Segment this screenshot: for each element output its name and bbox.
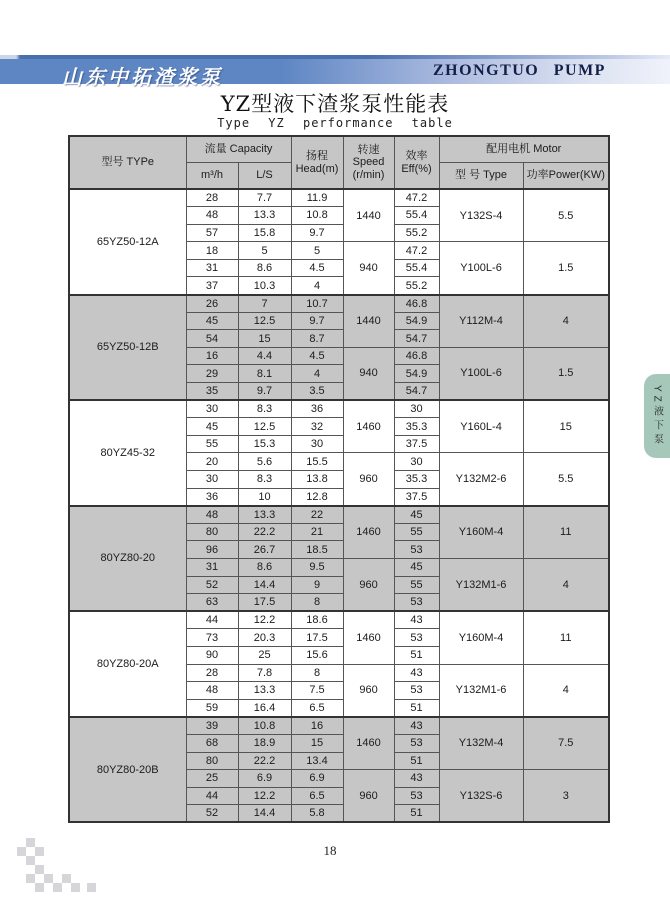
cell-flow-m3h: 36: [186, 488, 238, 506]
cell-head: 8: [291, 664, 343, 682]
cell-head: 16: [291, 717, 343, 735]
cell-flow-ls: 22.2: [238, 752, 291, 770]
cell-eff: 45: [394, 558, 439, 576]
cell-head: 4.5: [291, 259, 343, 277]
header-speed-cn: 转速Speed: [352, 143, 385, 169]
cell-eff: 45: [394, 506, 439, 524]
cell-flow-ls: 13.3: [238, 682, 291, 700]
cell-speed: 940: [343, 242, 394, 295]
cell-flow-ls: 12.5: [238, 418, 291, 436]
cell-head: 6.9: [291, 770, 343, 788]
cell-head: 4: [291, 365, 343, 383]
cell-head: 4.5: [291, 347, 343, 365]
cell-flow-ls: 5: [238, 242, 291, 260]
header-capacity-m3h: m³/h: [186, 163, 238, 190]
cell-motor-type: Y132M1-6: [439, 664, 523, 717]
cell-speed: 1440: [343, 189, 394, 242]
cell-flow-ls: 4.4: [238, 347, 291, 365]
cell-eff: 43: [394, 611, 439, 629]
header-speed-en: (r/min): [352, 168, 385, 181]
cell-eff: 54.7: [394, 383, 439, 401]
cell-flow-ls: 5.6: [238, 453, 291, 471]
cell-flow-ls: 14.4: [238, 576, 291, 594]
cell-motor-type: Y160M-4: [439, 611, 523, 664]
cell-eff: 53: [394, 734, 439, 752]
cell-eff: 54.9: [394, 365, 439, 383]
cell-flow-m3h: 29: [186, 365, 238, 383]
cell-motor-type: Y160M-4: [439, 506, 523, 559]
cell-eff: 47.2: [394, 189, 439, 207]
cell-head: 6.5: [291, 699, 343, 717]
cell-speed: 960: [343, 664, 394, 717]
cell-flow-m3h: 39: [186, 717, 238, 735]
cell-eff: 51: [394, 805, 439, 823]
cell-eff: 53: [394, 682, 439, 700]
cell-flow-m3h: 37: [186, 277, 238, 295]
header-head-cn: 扬程: [306, 149, 329, 162]
table-header: [69, 136, 609, 189]
cell-flow-m3h: 63: [186, 594, 238, 612]
cell-flow-ls: 26.7: [238, 541, 291, 559]
cell-flow-m3h: 25: [186, 770, 238, 788]
cell-flow-ls: 8.3: [238, 471, 291, 489]
cell-flow-ls: 12.2: [238, 787, 291, 805]
cell-eff: 30: [394, 400, 439, 418]
cell-flow-m3h: 68: [186, 734, 238, 752]
cell-head: 3.5: [291, 383, 343, 401]
cell-motor-power: 4: [523, 295, 609, 348]
cell-eff: 53: [394, 541, 439, 559]
cell-head: 36: [291, 400, 343, 418]
cell-flow-ls: 15.3: [238, 435, 291, 453]
header-speed: [343, 136, 394, 189]
cell-flow-ls: 10.3: [238, 277, 291, 295]
cell-flow-ls: 10: [238, 488, 291, 506]
cell-head: 18.6: [291, 611, 343, 629]
cell-flow-ls: 14.4: [238, 805, 291, 823]
cell-head: 8: [291, 594, 343, 612]
cell-flow-m3h: 20: [186, 453, 238, 471]
cell-flow-m3h: 59: [186, 699, 238, 717]
cell-flow-m3h: 57: [186, 224, 238, 242]
table-row: [69, 611, 609, 629]
cell-flow-m3h: 80: [186, 752, 238, 770]
cell-speed: 960: [343, 558, 394, 611]
cell-head: 9.7: [291, 224, 343, 242]
cell-head: 9: [291, 576, 343, 594]
cell-eff: 37.5: [394, 435, 439, 453]
cell-flow-m3h: 52: [186, 576, 238, 594]
cell-eff: 43: [394, 664, 439, 682]
cell-speed: 1460: [343, 717, 394, 770]
cell-head: 32: [291, 418, 343, 436]
cell-flow-m3h: 35: [186, 383, 238, 401]
cell-speed: 960: [343, 770, 394, 823]
cell-flow-m3h: 96: [186, 541, 238, 559]
cell-model: 80YZ45-32: [69, 400, 186, 506]
cell-eff: 35.3: [394, 418, 439, 436]
cell-motor-power: 7.5: [523, 717, 609, 770]
cell-flow-ls: 8.1: [238, 365, 291, 383]
cell-flow-m3h: 45: [186, 418, 238, 436]
header-capacity-ls: L/S: [238, 163, 291, 190]
cell-head: 21: [291, 523, 343, 541]
table-row: [69, 506, 609, 524]
cell-flow-m3h: 30: [186, 400, 238, 418]
performance-table: [68, 135, 610, 823]
cell-eff: 37.5: [394, 488, 439, 506]
cell-flow-ls: 7.7: [238, 189, 291, 207]
page-subtitle: Type YZ performance table: [217, 116, 453, 130]
cell-eff: 46.8: [394, 295, 439, 313]
cell-model: 80YZ80-20B: [69, 717, 186, 823]
header-capacity: 流量 Capacity: [186, 136, 291, 163]
cell-flow-ls: 20.3: [238, 629, 291, 647]
cell-head: 13.4: [291, 752, 343, 770]
table-row: [69, 189, 609, 207]
table-row: [69, 717, 609, 735]
cell-motor-type: Y112M-4: [439, 295, 523, 348]
cell-flow-m3h: 45: [186, 312, 238, 330]
cell-flow-m3h: 44: [186, 787, 238, 805]
table-row: [69, 400, 609, 418]
cell-flow-ls: 18.9: [238, 734, 291, 752]
cell-flow-m3h: 44: [186, 611, 238, 629]
cell-motor-power: 1.5: [523, 242, 609, 295]
cell-flow-m3h: 31: [186, 259, 238, 277]
cell-flow-ls: 22.2: [238, 523, 291, 541]
cell-eff: 53: [394, 594, 439, 612]
cell-eff: 51: [394, 752, 439, 770]
cell-speed: 1460: [343, 400, 394, 453]
cell-speed: 940: [343, 347, 394, 400]
cell-motor-type: Y132M2-6: [439, 453, 523, 506]
header-model: 型号 TYPe: [69, 136, 186, 189]
cell-speed: 960: [343, 453, 394, 506]
cell-motor-type: Y100L-6: [439, 347, 523, 400]
cell-head: 8.7: [291, 330, 343, 348]
cell-flow-m3h: 55: [186, 435, 238, 453]
cell-motor-power: 5.5: [523, 189, 609, 242]
cell-flow-ls: 25: [238, 646, 291, 664]
header-band: [0, 55, 670, 89]
cell-eff: 53: [394, 787, 439, 805]
cell-head: 10.7: [291, 295, 343, 313]
cell-motor-power: 4: [523, 664, 609, 717]
cell-flow-ls: 17.5: [238, 594, 291, 612]
header-motor-power: 功率Power(KW): [523, 163, 609, 190]
table-body: [69, 189, 609, 822]
cell-head: 12.8: [291, 488, 343, 506]
cell-motor-type: Y160L-4: [439, 400, 523, 453]
cell-flow-m3h: 26: [186, 295, 238, 313]
cell-motor-type: Y132M-4: [439, 717, 523, 770]
cell-head: 9.5: [291, 558, 343, 576]
cell-flow-m3h: 16: [186, 347, 238, 365]
cell-flow-m3h: 28: [186, 189, 238, 207]
cell-eff: 55: [394, 576, 439, 594]
cell-head: 22: [291, 506, 343, 524]
cell-head: 15: [291, 734, 343, 752]
cell-flow-ls: 8.3: [238, 400, 291, 418]
cell-eff: 35.3: [394, 471, 439, 489]
cell-flow-ls: 15: [238, 330, 291, 348]
cell-eff: 55.4: [394, 259, 439, 277]
cell-model: 80YZ80-20: [69, 506, 186, 612]
company-logo-en: ZHONGTUO PUMP: [433, 62, 606, 79]
header-motor-type: 型 号 Type: [439, 163, 523, 190]
cell-eff: 55.2: [394, 277, 439, 295]
page-title: YZ型液下渣浆泵性能表: [220, 92, 450, 116]
cell-head: 30: [291, 435, 343, 453]
cell-speed: 1460: [343, 506, 394, 559]
cell-head: 7.5: [291, 682, 343, 700]
cell-head: 5.8: [291, 805, 343, 823]
cell-flow-ls: 13.3: [238, 506, 291, 524]
cell-eff: 53: [394, 629, 439, 647]
cell-flow-m3h: 48: [186, 682, 238, 700]
cell-flow-m3h: 54: [186, 330, 238, 348]
cell-eff: 54.9: [394, 312, 439, 330]
cell-head: 18.5: [291, 541, 343, 559]
cell-speed: 1460: [343, 611, 394, 664]
cell-eff: 51: [394, 646, 439, 664]
cell-motor-power: 11: [523, 611, 609, 664]
cell-head: 4: [291, 277, 343, 295]
company-logo-cn: 山东中拓渣浆泵: [62, 65, 223, 89]
cell-flow-m3h: 48: [186, 207, 238, 225]
cell-head: 10.8: [291, 207, 343, 225]
cell-flow-m3h: 48: [186, 506, 238, 524]
cell-flow-ls: 10.8: [238, 717, 291, 735]
cell-eff: 43: [394, 770, 439, 788]
cell-motor-type: Y100L-6: [439, 242, 523, 295]
cell-motor-power: 4: [523, 558, 609, 611]
cell-model: 65YZ50-12B: [69, 295, 186, 401]
cell-flow-m3h: 30: [186, 471, 238, 489]
cell-motor-power: 11: [523, 506, 609, 559]
page-number: 18: [323, 843, 337, 858]
cell-eff: 51: [394, 699, 439, 717]
cell-flow-m3h: 90: [186, 646, 238, 664]
cell-flow-ls: 13.3: [238, 207, 291, 225]
header-eff-en: Eff(%): [401, 162, 432, 175]
header-head: [291, 136, 343, 189]
cell-head: 11.9: [291, 189, 343, 207]
cell-head: 15.6: [291, 646, 343, 664]
cell-head: 5: [291, 242, 343, 260]
cell-speed: 1440: [343, 295, 394, 348]
cell-flow-ls: 8.6: [238, 259, 291, 277]
header-eff: [394, 136, 439, 189]
cell-flow-m3h: 31: [186, 558, 238, 576]
cell-flow-ls: 9.7: [238, 383, 291, 401]
header-eff-cn: 效率: [405, 149, 428, 162]
cell-motor-power: 5.5: [523, 453, 609, 506]
header-motor: 配用电机 Motor: [439, 136, 609, 163]
cell-flow-ls: 12.2: [238, 611, 291, 629]
cell-flow-ls: 6.9: [238, 770, 291, 788]
cell-flow-m3h: 80: [186, 523, 238, 541]
cell-head: 13.8: [291, 471, 343, 489]
cell-flow-ls: 16.4: [238, 699, 291, 717]
header-head-en: Head(m): [295, 162, 339, 175]
cell-eff: 30: [394, 453, 439, 471]
cell-eff: 43: [394, 717, 439, 735]
table-row: [69, 295, 609, 313]
cell-model: 65YZ50-12A: [69, 189, 186, 295]
cell-flow-m3h: 73: [186, 629, 238, 647]
cell-head: 17.5: [291, 629, 343, 647]
cell-flow-ls: 7: [238, 295, 291, 313]
cell-flow-ls: 8.6: [238, 558, 291, 576]
performance-table-wrapper: [68, 135, 610, 823]
cell-flow-m3h: 28: [186, 664, 238, 682]
cell-motor-type: Y132S-4: [439, 189, 523, 242]
cell-head: 6.5: [291, 787, 343, 805]
cell-eff: 46.8: [394, 347, 439, 365]
cell-head: 15.5: [291, 453, 343, 471]
cell-motor-power: 1.5: [523, 347, 609, 400]
cell-eff: 54.7: [394, 330, 439, 348]
cell-head: 9.7: [291, 312, 343, 330]
cell-eff: 55.2: [394, 224, 439, 242]
cell-eff: 55.4: [394, 207, 439, 225]
cell-flow-m3h: 52: [186, 805, 238, 823]
cell-motor-power: 15: [523, 400, 609, 453]
cell-motor-type: Y132S-6: [439, 770, 523, 823]
cell-flow-ls: 7.8: [238, 664, 291, 682]
cell-eff: 55: [394, 523, 439, 541]
cell-model: 80YZ80-20A: [69, 611, 186, 717]
side-tab-yz: YZ液下泵: [644, 374, 670, 458]
cell-flow-m3h: 18: [186, 242, 238, 260]
cell-flow-ls: 15.8: [238, 224, 291, 242]
cell-eff: 47.2: [394, 242, 439, 260]
cell-motor-type: Y132M1-6: [439, 558, 523, 611]
cell-motor-power: 3: [523, 770, 609, 823]
cell-flow-ls: 12.5: [238, 312, 291, 330]
